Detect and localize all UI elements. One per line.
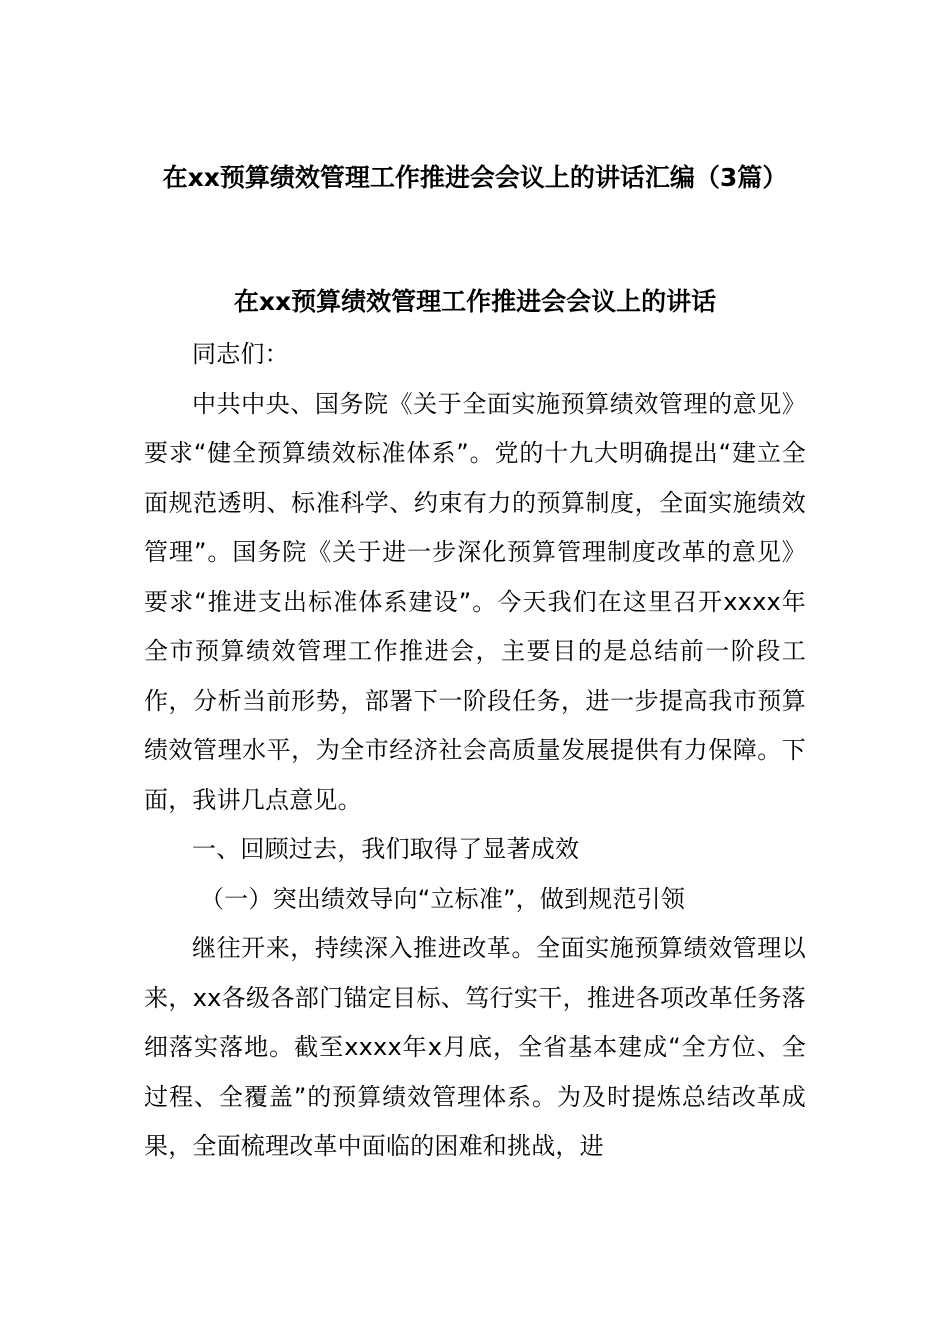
document-body bbox=[144, 330, 806, 1172]
subsection-heading: （一）突出绩效导向“立标准”，做到规范引领 bbox=[200, 884, 686, 913]
speech-title: 在xx预算绩效管理工作推进会会议上的讲话 bbox=[233, 287, 717, 316]
salutation: 同志们： bbox=[192, 340, 289, 368]
body-paragraph: 继往开来，持续深入推进改革。全面实施预算绩效管理以来，xx各级各部门锚定目标、笃行实干，推进各项改革任务落细落实落地。截至xxxx年x月底，全省基本建成“全方位、全过程、全覆盖”的预算绩效管理体系。为及时提炼总结改革成果，全面梳理改革中面临的困难和挑战，进 bbox=[144, 934, 806, 1160]
document-main-title: 在xx预算绩效管理工作推进会会议上的讲话汇编（3篇） bbox=[162, 163, 788, 192]
body-paragraph: 中共中央、国务院《关于全面实施预算绩效管理的意见》要求“健全预算绩效标准体系”。党的十九大明确提出“建立全面规范透明、标准科学、约束有力的预算制度，全面实施绩效管理”。国务院《关于进一步深化预算管理制度改革的意见》要求“推进支出标准体系建设”。今天我们在这里召开xxxx年全市预算绩效管理工作推进会，主要目的是总结前一阶段工作，分析当前形势，部署下一阶段任务，进一步提高我市预算绩效管理水平，为全市经济社会高质量发展提供有力保障。下面，我讲几点意见。 bbox=[144, 389, 806, 814]
section-heading: 一、回顾过去，我们取得了显著成效 bbox=[192, 835, 580, 863]
